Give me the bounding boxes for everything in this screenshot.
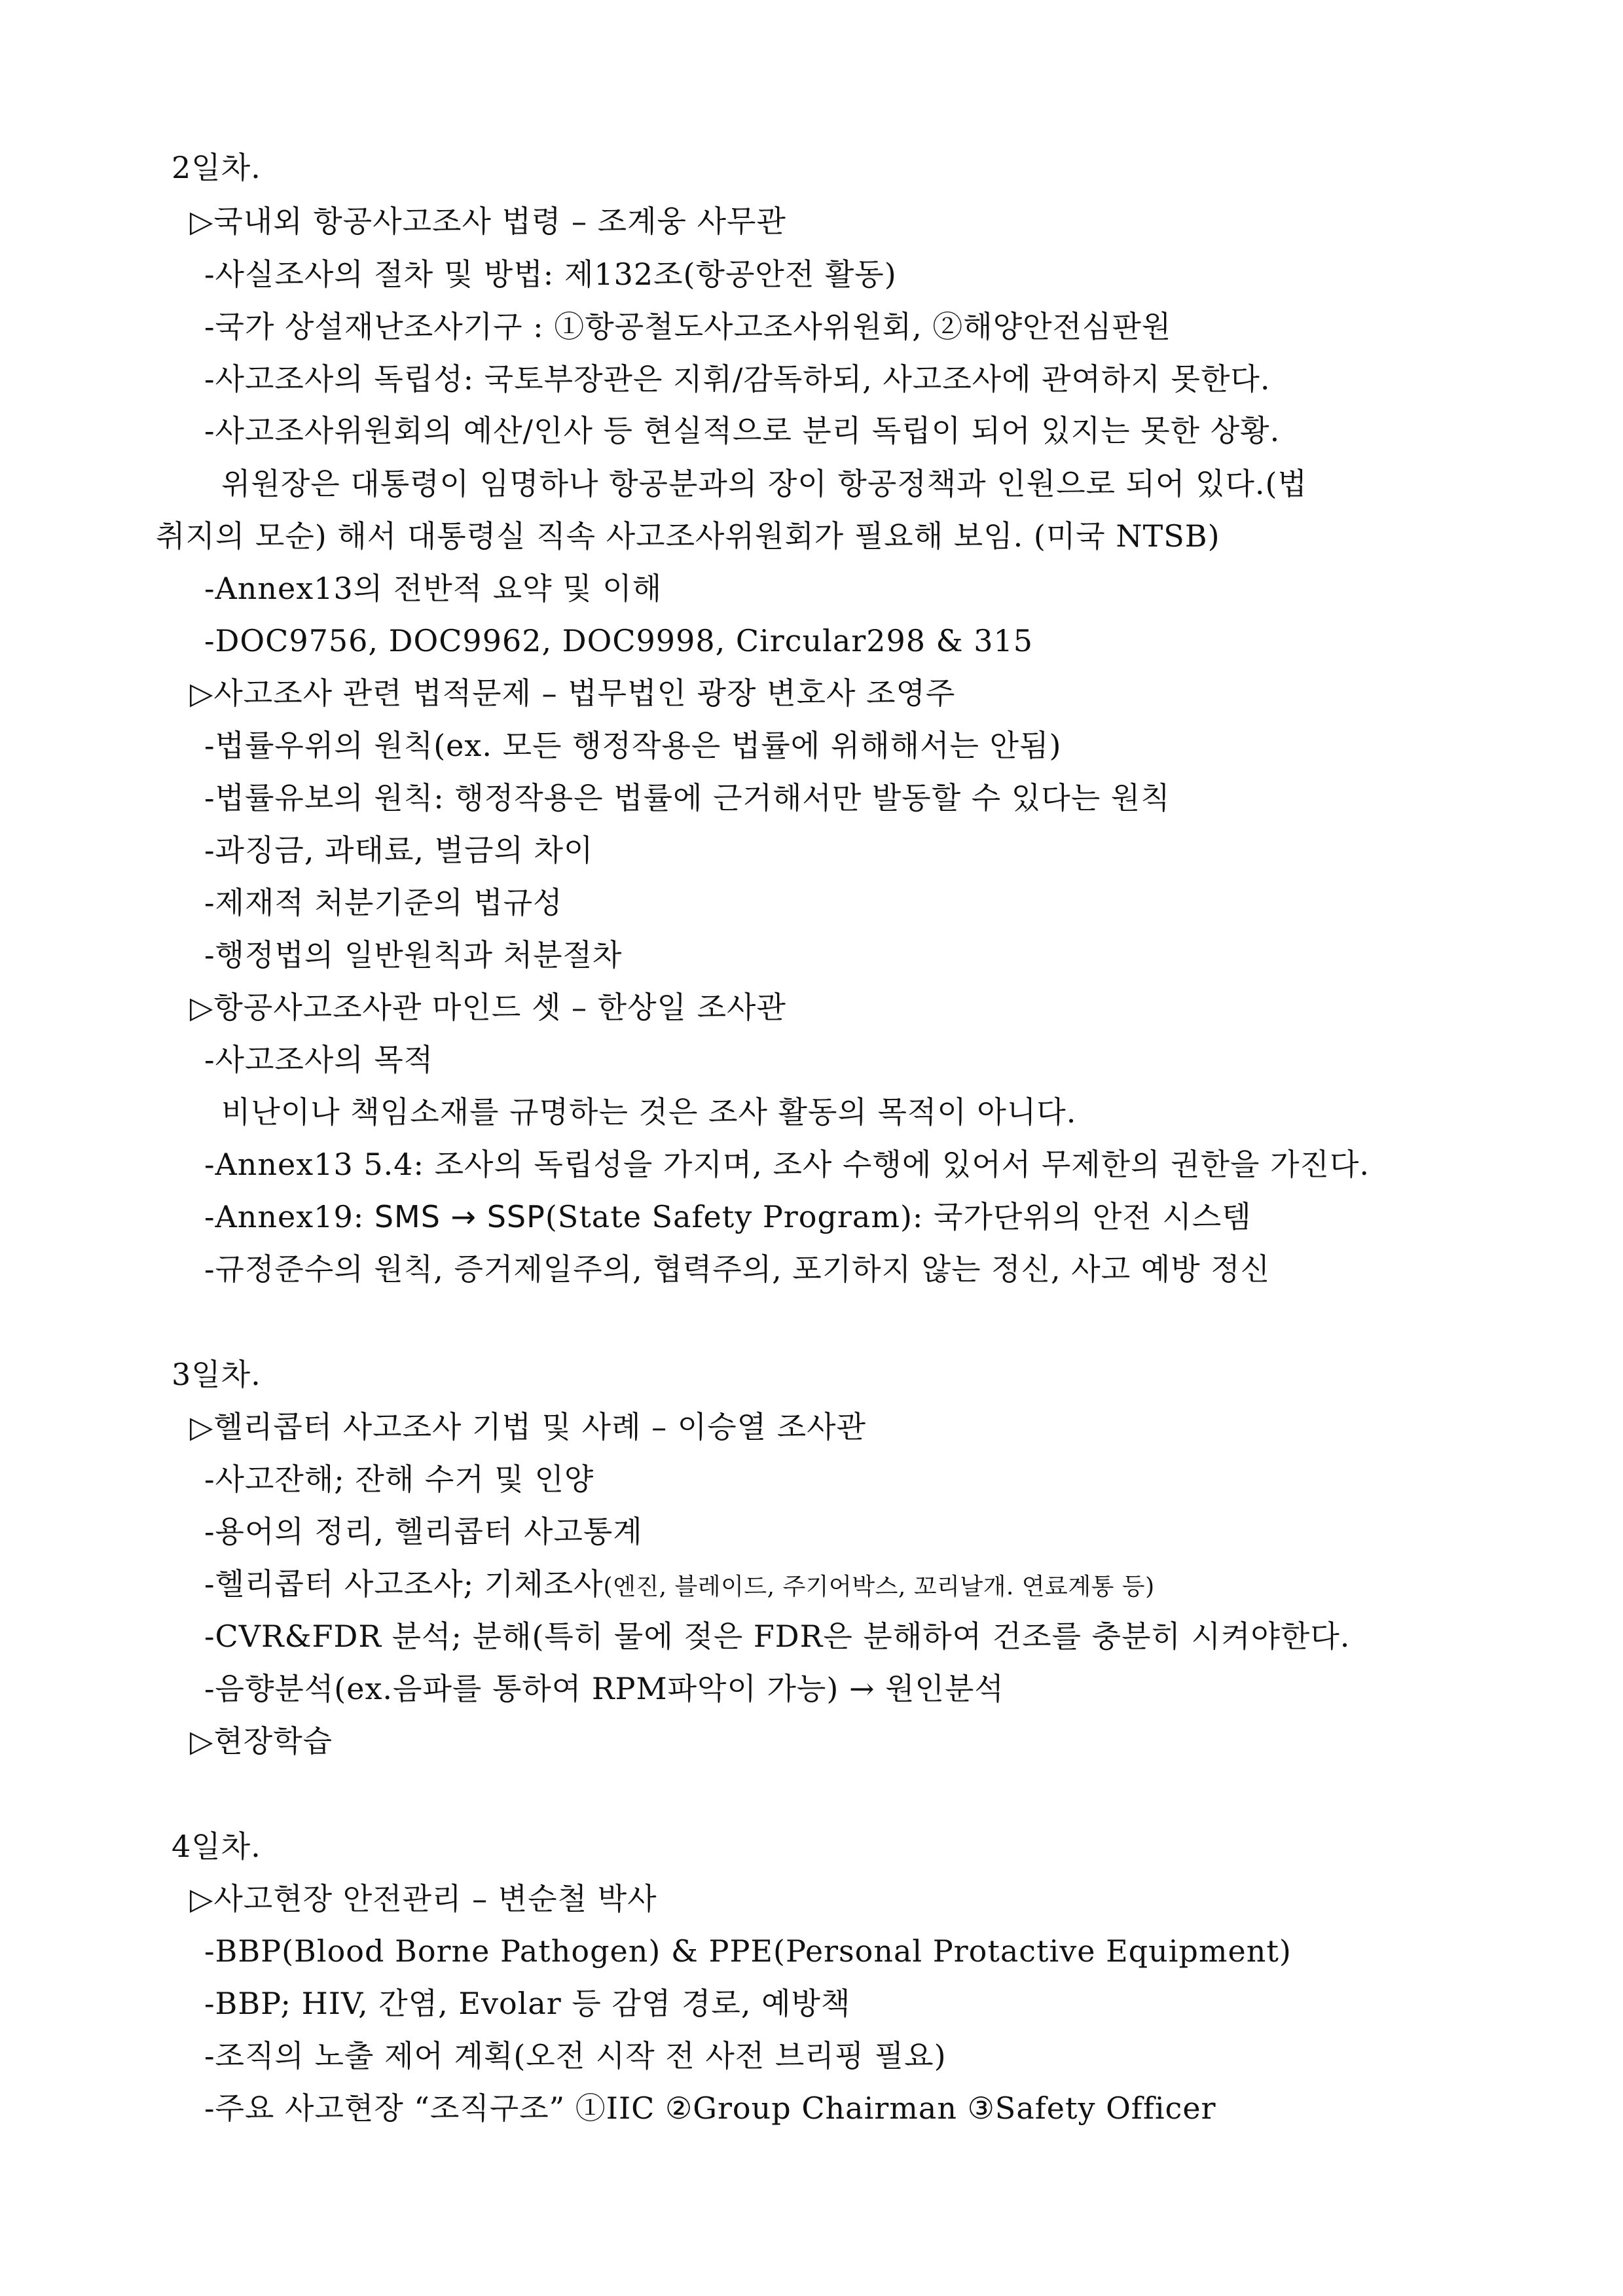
day3-section1-line3-detail: (엔진, 블레이드, 주기어박스, 꼬리날개. 연료계통 등) [603,1573,1155,1600]
day2-section1-line8: -DOC9756, DOC9962, DOC9998, Circular298 & 315 [204,623,1034,658]
day3-section1-line1: -사고잔해; 잔해 수거 및 인양 [204,1462,594,1497]
day4-section1-line2: -BBP; HIV, 간염, Evolar 등 감염 경로, 예방책 [204,1986,851,2021]
day3-heading: 3일차. [172,1357,261,1392]
day2-section2-line5: -행정법의 일반원칙과 처분절차 [204,937,623,973]
day2-section2-line1: -법률우위의 원칙(ex. 모든 행정작용은 법률에 위해해서는 안됨) [204,728,1062,763]
day3-section2-title: ▷현장학습 [190,1723,333,1759]
day2-section1-title: ▷국내외 항공사고조사 법령 – 조계웅 사무관 [190,204,786,239]
day2-section3-line4-sms-ssp: SMS → SSP [374,1199,545,1234]
day2-section2-line3: -과징금, 과태료, 벌금의 차이 [204,833,594,868]
day2-section2-line2: -법률유보의 원칙: 행정작용은 법률에 근거해서만 발동할 수 있다는 원칙 [204,780,1171,816]
day3-section1-line4: -CVR&FDR 분석; 분해(특히 물에 젖은 FDR은 분해하여 건조를 충분히 시켜야한다. [204,1619,1351,1654]
day4-section1-line1: -BBP(Blood Borne Pathogen) & PPE(Personal Protactive Equipment) [204,1933,1292,1969]
day2-section2-line4: -제재적 처분기준의 법규성 [204,885,563,920]
day2-section3-line4 [204,1197,1252,1236]
day3-section1-line2: -용어의 정리, 헬리콥터 사고통계 [204,1514,643,1549]
day4-section1-title: ▷사고현장 안전관리 – 변순철 박사 [190,1881,657,1916]
day2-section1-line2: -국가 상설재난조사기구 : ①항공철도사고조사위원회, ②해양안전심판원 [204,309,1172,344]
day3-section1-title: ▷헬리콥터 사고조사 기법 및 사례 – 이승열 조사관 [190,1409,867,1444]
day3-section1-line3 [204,1564,1155,1607]
day2-section1-line4: -사고조사위원회의 예산/인사 등 현실적으로 분리 독립이 되어 있지는 못한 상황. [204,413,1281,448]
day4-section1-line4: -주요 사고현장 “조직구조” ①IIC ②Group Chairman ③Safety Officer [204,2090,1216,2126]
day2-section3-title: ▷항공사고조사관 마인드 셋 – 한상일 조사관 [190,990,786,1025]
day2-section1-line7: -Annex13의 전반적 요약 및 이해 [204,571,663,606]
day2-section1-line3: -사고조사의 독립성: 국토부장관은 지휘/감독하되, 사고조사에 관여하지 못한다. [204,361,1271,397]
day2-section1-line1: -사실조사의 절차 및 방법: 제132조(항공안전 활동) [204,257,897,292]
day2-section3-line4-prefix: -Annex19: [204,1199,374,1234]
day4-section1-line3: -조직의 노출 제어 계획(오전 시작 전 사전 브리핑 필요) [204,2038,947,2073]
day2-section1-line6: 취지의 모순) 해서 대통령실 직속 사고조사위원회가 필요해 보임. (미국 NTSB) [156,518,1220,554]
day3-section1-line3-main: -헬리콥터 사고조사; 기체조사 [204,1566,604,1602]
day2-section3-line4-suffix: (State Safety Program): 국가단위의 안전 시스템 [545,1199,1252,1234]
day2-section1-line5: 위원장은 대통령이 임명하나 항공분과의 장이 항공정책과 인원으로 되어 있다.(법 [221,466,1307,501]
day2-section2-title: ▷사고조사 관련 법적문제 – 법무법인 광장 변호사 조영주 [190,675,956,711]
day3-section1-line5: -음향분석(ex.음파를 통하여 RPM파악이 가능) → 원인분석 [204,1671,1004,1706]
day2-section3-line1: -사고조사의 목적 [204,1042,434,1077]
day2-heading: 2일차. [172,150,261,185]
day2-section3-line3: -Annex13 5.4: 조사의 독립성을 가지며, 조사 수행에 있어서 무제한의 권한을 가진다. [204,1147,1370,1182]
day4-heading: 4일차. [172,1829,261,1864]
day2-section3-line5: -규정준수의 원칙, 증거제일주의, 협력주의, 포기하지 않는 정신, 사고 예방 정신 [204,1251,1271,1287]
day2-section3-line2: 비난이나 책임소재를 규명하는 것은 조사 활동의 목적이 아니다. [221,1094,1077,1130]
